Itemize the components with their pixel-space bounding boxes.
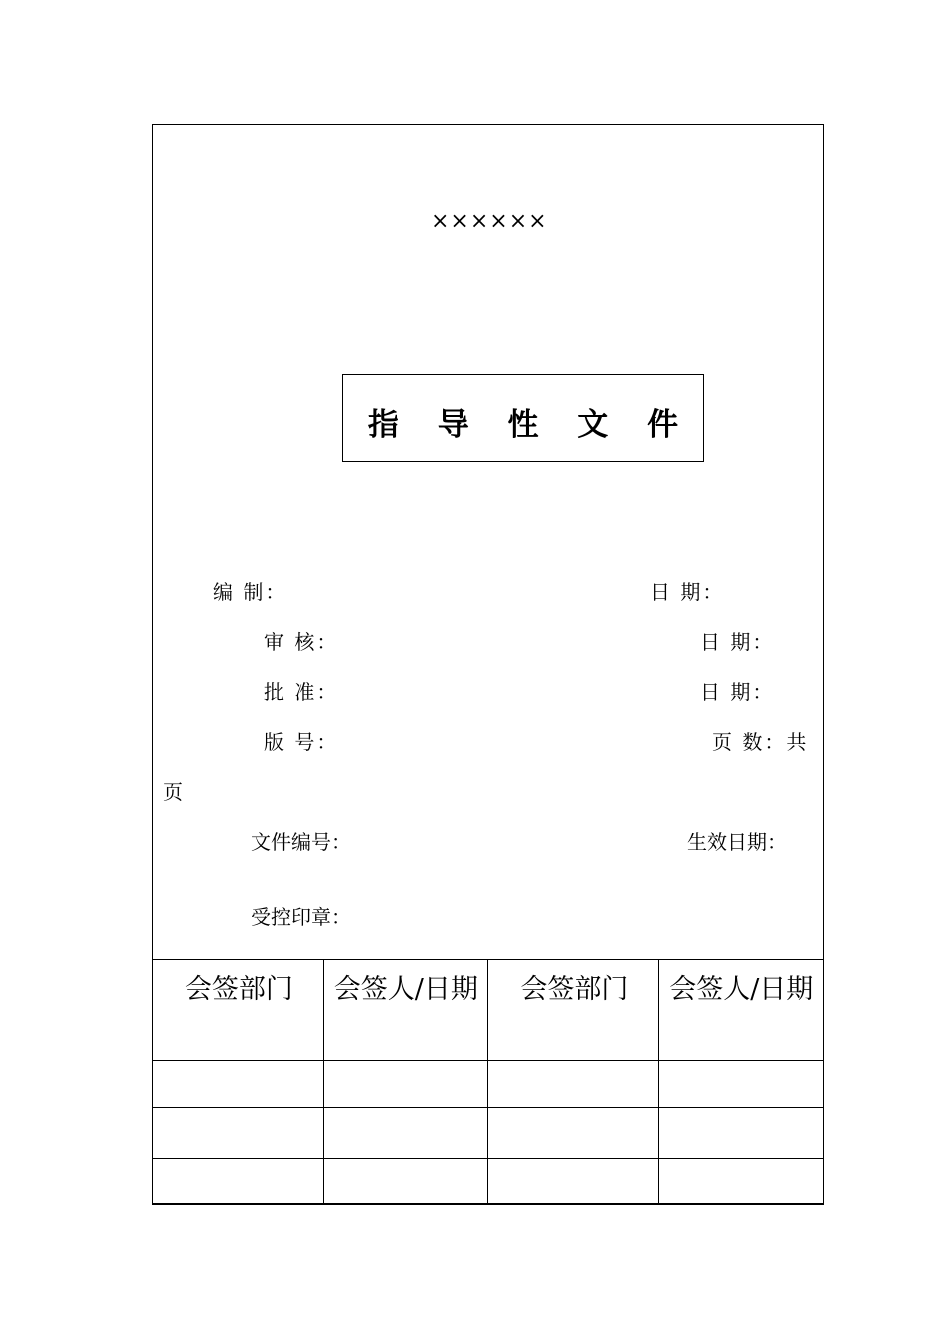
table-cell[interactable] — [153, 1061, 324, 1108]
table-cell[interactable] — [153, 1159, 324, 1205]
prepared-date-label: 日 期： — [650, 580, 725, 604]
effective-date-label: 生效日期： — [687, 830, 787, 854]
header-signer-date-2: 会签人/日期 — [659, 960, 824, 1061]
reviewed-label: 审 核： — [264, 630, 339, 654]
table-cell[interactable] — [323, 1061, 488, 1108]
table-cell[interactable] — [659, 1061, 824, 1108]
table-cell[interactable] — [659, 1108, 824, 1159]
approved-label: 批 准： — [264, 680, 339, 704]
table-cell[interactable] — [488, 1159, 659, 1205]
table-cell[interactable] — [659, 1159, 824, 1205]
company-name: ×××××× — [431, 209, 548, 234]
table-cell[interactable] — [488, 1061, 659, 1108]
pages-suffix: 页 — [163, 780, 185, 804]
table-row — [153, 1108, 824, 1159]
pages-label: 页 数：共 — [712, 730, 809, 754]
version-label: 版 号： — [264, 730, 339, 754]
header-dept-2: 会签部门 — [488, 960, 659, 1061]
table-row — [153, 1061, 824, 1108]
table-cell[interactable] — [323, 1108, 488, 1159]
reviewed-date-label: 日 期： — [700, 630, 775, 654]
prepared-label: 编 制： — [213, 580, 288, 604]
approved-date-label: 日 期： — [700, 680, 775, 704]
table-cell[interactable] — [488, 1108, 659, 1159]
controlled-stamp-label: 受控印章： — [251, 905, 351, 929]
header-signer-date-1: 会签人/日期 — [323, 960, 488, 1061]
title-box — [342, 374, 704, 462]
signoff-table — [152, 959, 824, 1205]
signoff-header-row — [153, 960, 824, 1061]
document-frame — [152, 124, 824, 1204]
doc-number-label: 文件编号： — [251, 830, 351, 854]
table-row — [153, 1159, 824, 1205]
table-cell[interactable] — [323, 1159, 488, 1205]
document-title: 指 导 性 文 件 — [367, 407, 693, 443]
table-cell[interactable] — [153, 1108, 324, 1159]
header-dept-1: 会签部门 — [153, 960, 324, 1061]
